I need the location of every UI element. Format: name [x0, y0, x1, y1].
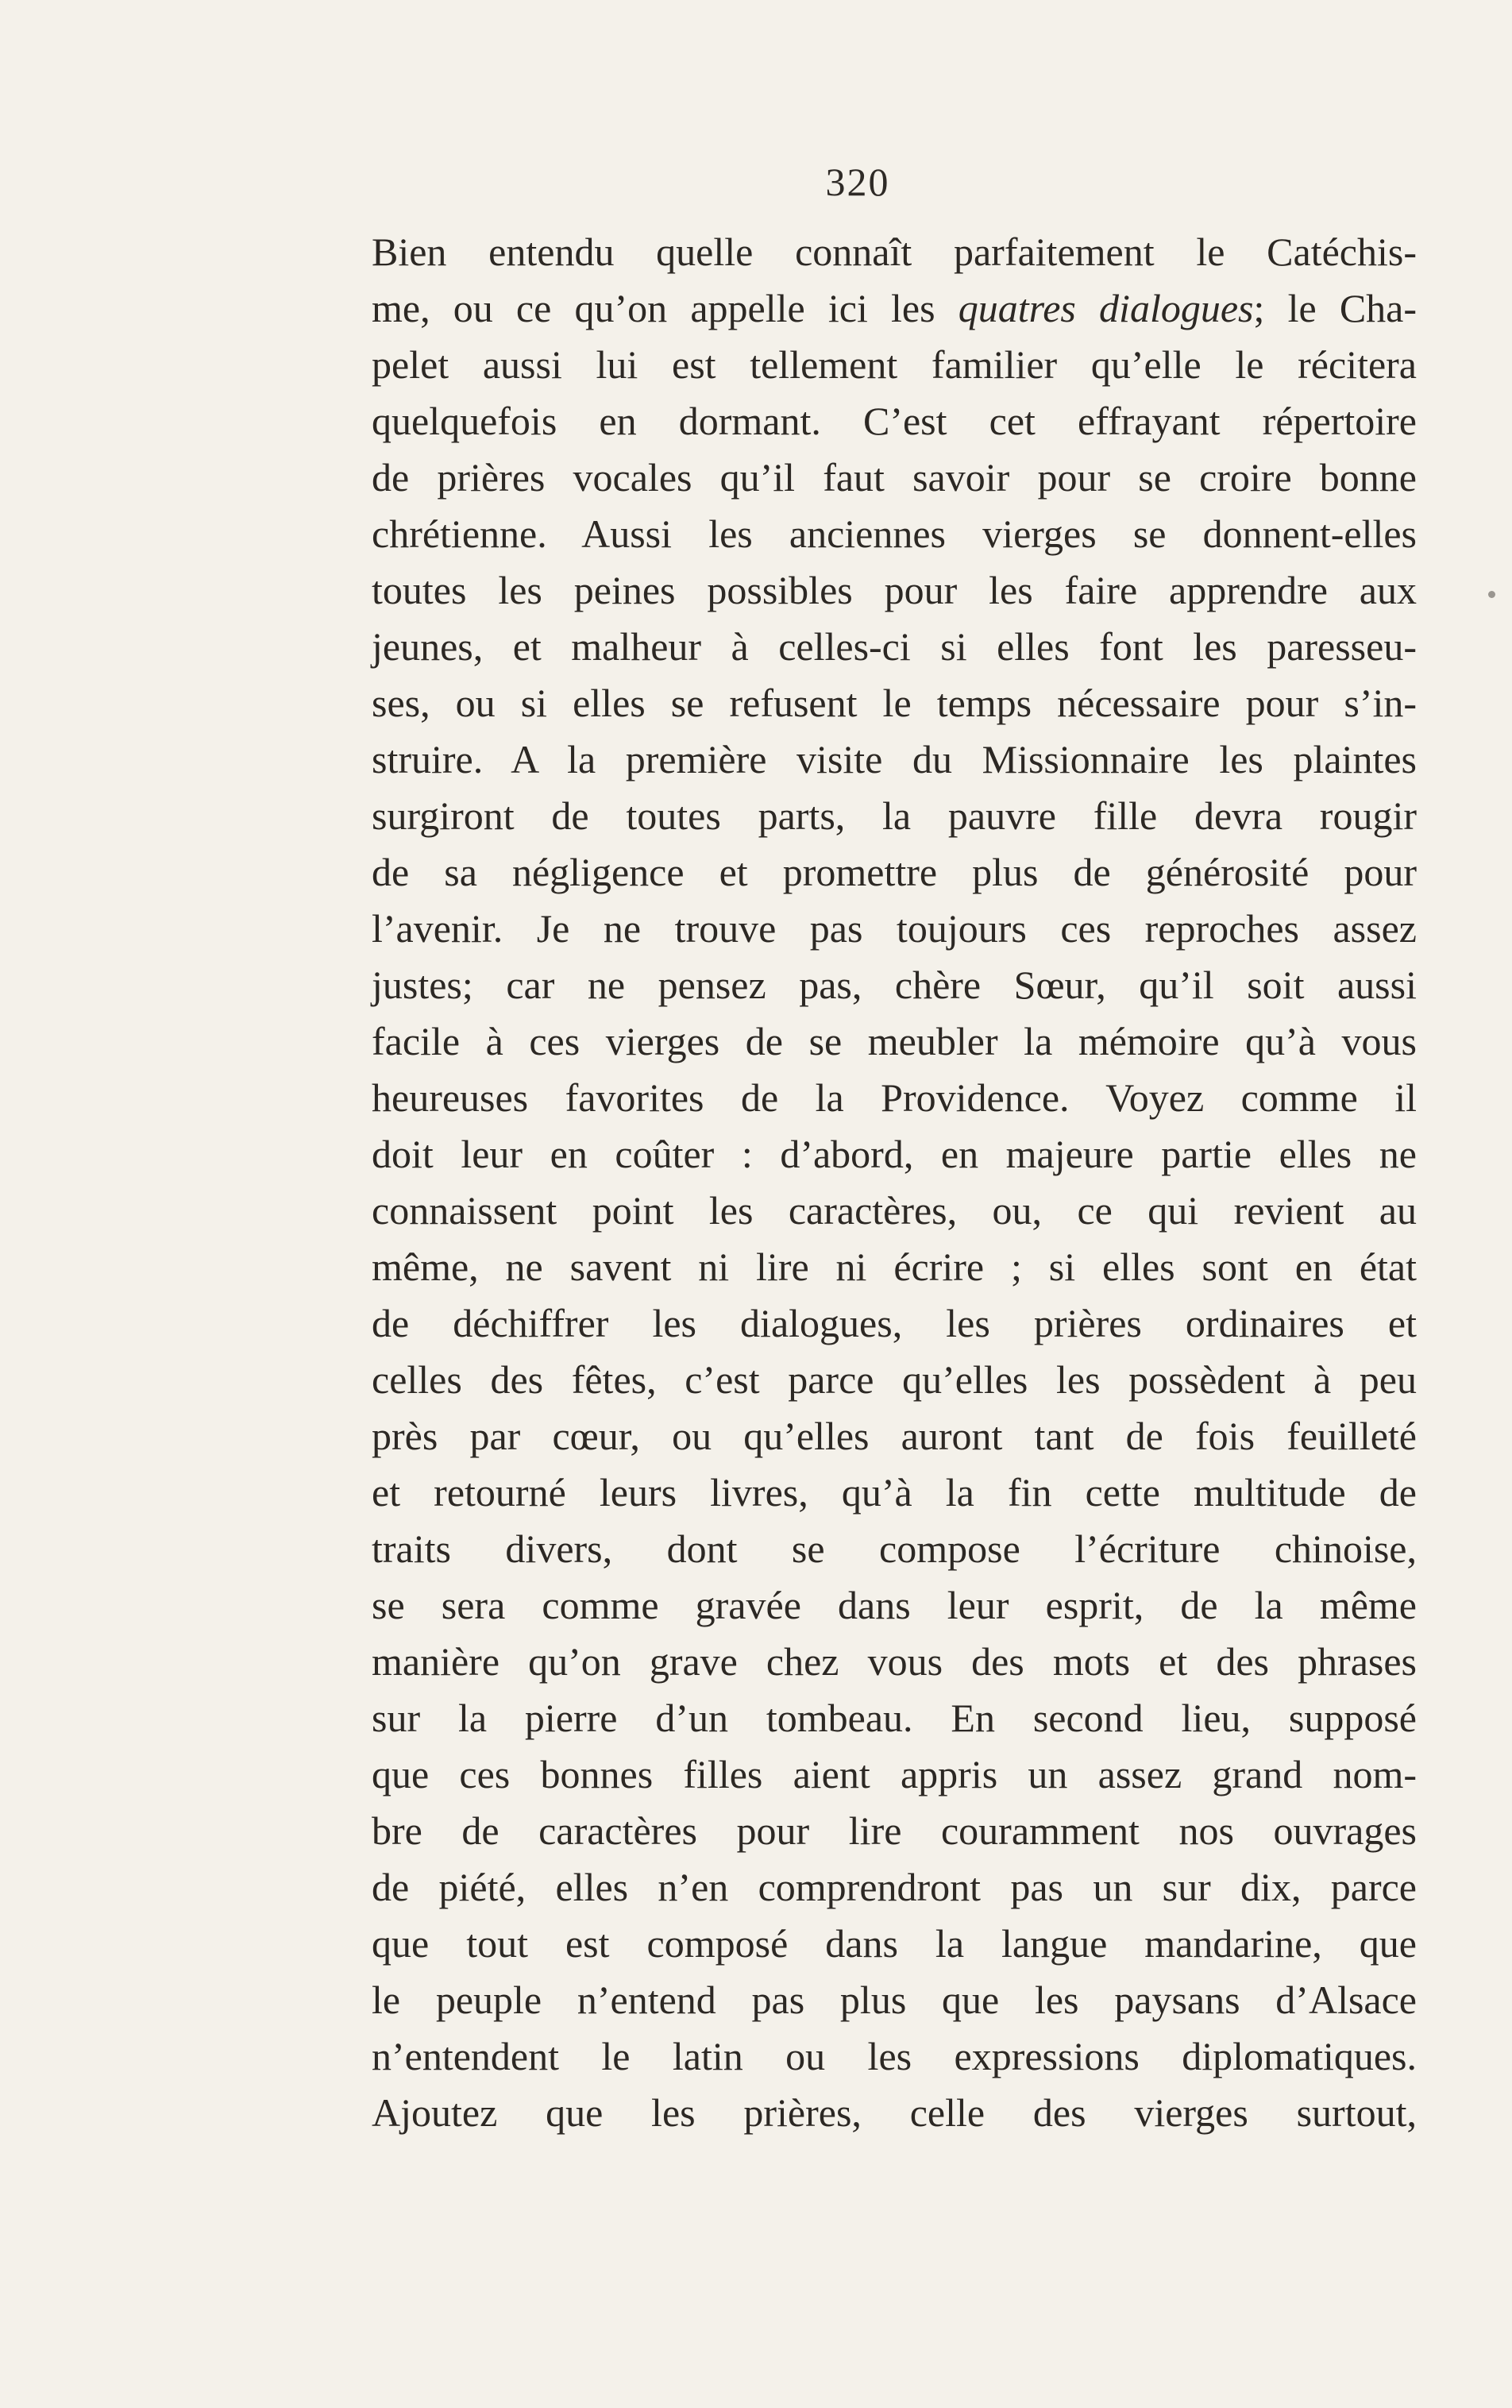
text-line: traits divers, dont se compose l’écriture chinoise,	[372, 1526, 1417, 1571]
text-line: de piété, elles n’en comprendront pas un sur dix, parce	[372, 1865, 1417, 1909]
italic-title: quatres dialogues	[958, 286, 1254, 330]
text-line-end: ; le Cha-	[1253, 286, 1418, 330]
text-line: bre de caractères pour lire couramment nos ouvrages	[372, 1808, 1417, 1853]
text-line: l’avenir. Je ne trouve pas toujours ces reproches assez	[372, 906, 1417, 951]
body-text	[372, 224, 1417, 2141]
text-line: ses, ou si elles se refusent le temps nécessaire pour s’in-	[372, 681, 1417, 725]
text-line: pelet aussi lui est tellement familier qu’elle le récitera	[372, 342, 1417, 387]
text-line: le peuple n’entend pas plus que les paysans d’Alsace	[372, 1978, 1417, 2022]
text-line	[372, 280, 1417, 337]
text-line: et retourné leurs livres, qu’à la fin cette multitude de	[372, 1470, 1417, 1515]
text-line: de déchiffrer les dialogues, les prières ordinaires et	[372, 1301, 1417, 1345]
text-line: sur la pierre d’un tombeau. En second lieu, supposé	[372, 1696, 1417, 1740]
text-line: se sera comme gravée dans leur esprit, de la même	[372, 1583, 1417, 1627]
text-line: chrétienne. Aussi les anciennes vierges se donnent-elles	[372, 511, 1417, 556]
text-line: Ajoutez que les prières, celle des vierges surtout,	[372, 2090, 1417, 2135]
text-line: Bien entendu quelle connaît parfaitement le Catéchis-	[372, 230, 1417, 274]
text-line: même, ne savent ni lire ni écrire ; si elles sont en état	[372, 1245, 1417, 1289]
text-line: celles des fêtes, c’est parce qu’elles les possèdent à peu	[372, 1357, 1417, 1402]
text-line: surgiront de toutes parts, la pauvre fille devra rougir	[372, 793, 1417, 838]
text-line: heureuses favorites de la Providence. Voyez comme il	[372, 1075, 1417, 1120]
text-line: près par cœur, ou qu’elles auront tant de fois feuilleté	[372, 1414, 1417, 1458]
text-line: facile à ces vierges de se meubler la mémoire qu’à vous	[372, 1019, 1417, 1063]
text-line: manière qu’on grave chez vous des mots et des phrases	[372, 1639, 1417, 1684]
text-line: toutes les peines possibles pour les faire apprendre aux	[372, 568, 1417, 612]
text-line: connaissent point les caractères, ou, ce qui revient au	[372, 1188, 1417, 1233]
text-line: n’entendent le latin ou les expressions diplomatiques.	[372, 2034, 1417, 2078]
text-line: de prières vocales qu’il faut savoir pour se croire bonne	[372, 455, 1417, 500]
text-line: que ces bonnes filles aient appris un assez grand nom-	[372, 1752, 1417, 1796]
text-line: de sa négligence et promettre plus de générosité pour	[372, 850, 1417, 894]
text-line: justes; car ne pensez pas, chère Sœur, qu’il soit aussi	[372, 963, 1417, 1007]
text-line-start: me, ou ce qu’on appelle ici les	[372, 286, 958, 330]
text-line: que tout est composé dans la langue mandarine, que	[372, 1921, 1417, 1966]
text-line: quelquefois en dormant. C’est cet effrayant répertoire	[372, 399, 1417, 443]
page-number: 320	[825, 160, 890, 204]
text-line: struire. A la première visite du Missionnaire les plaintes	[372, 737, 1417, 781]
text-line: jeunes, et malheur à celles-ci si elles font les paresseu-	[372, 624, 1417, 669]
text-line: doit leur en coûter : d’abord, en majeure partie elles ne	[372, 1132, 1417, 1176]
margin-ink-dot	[1488, 591, 1495, 598]
